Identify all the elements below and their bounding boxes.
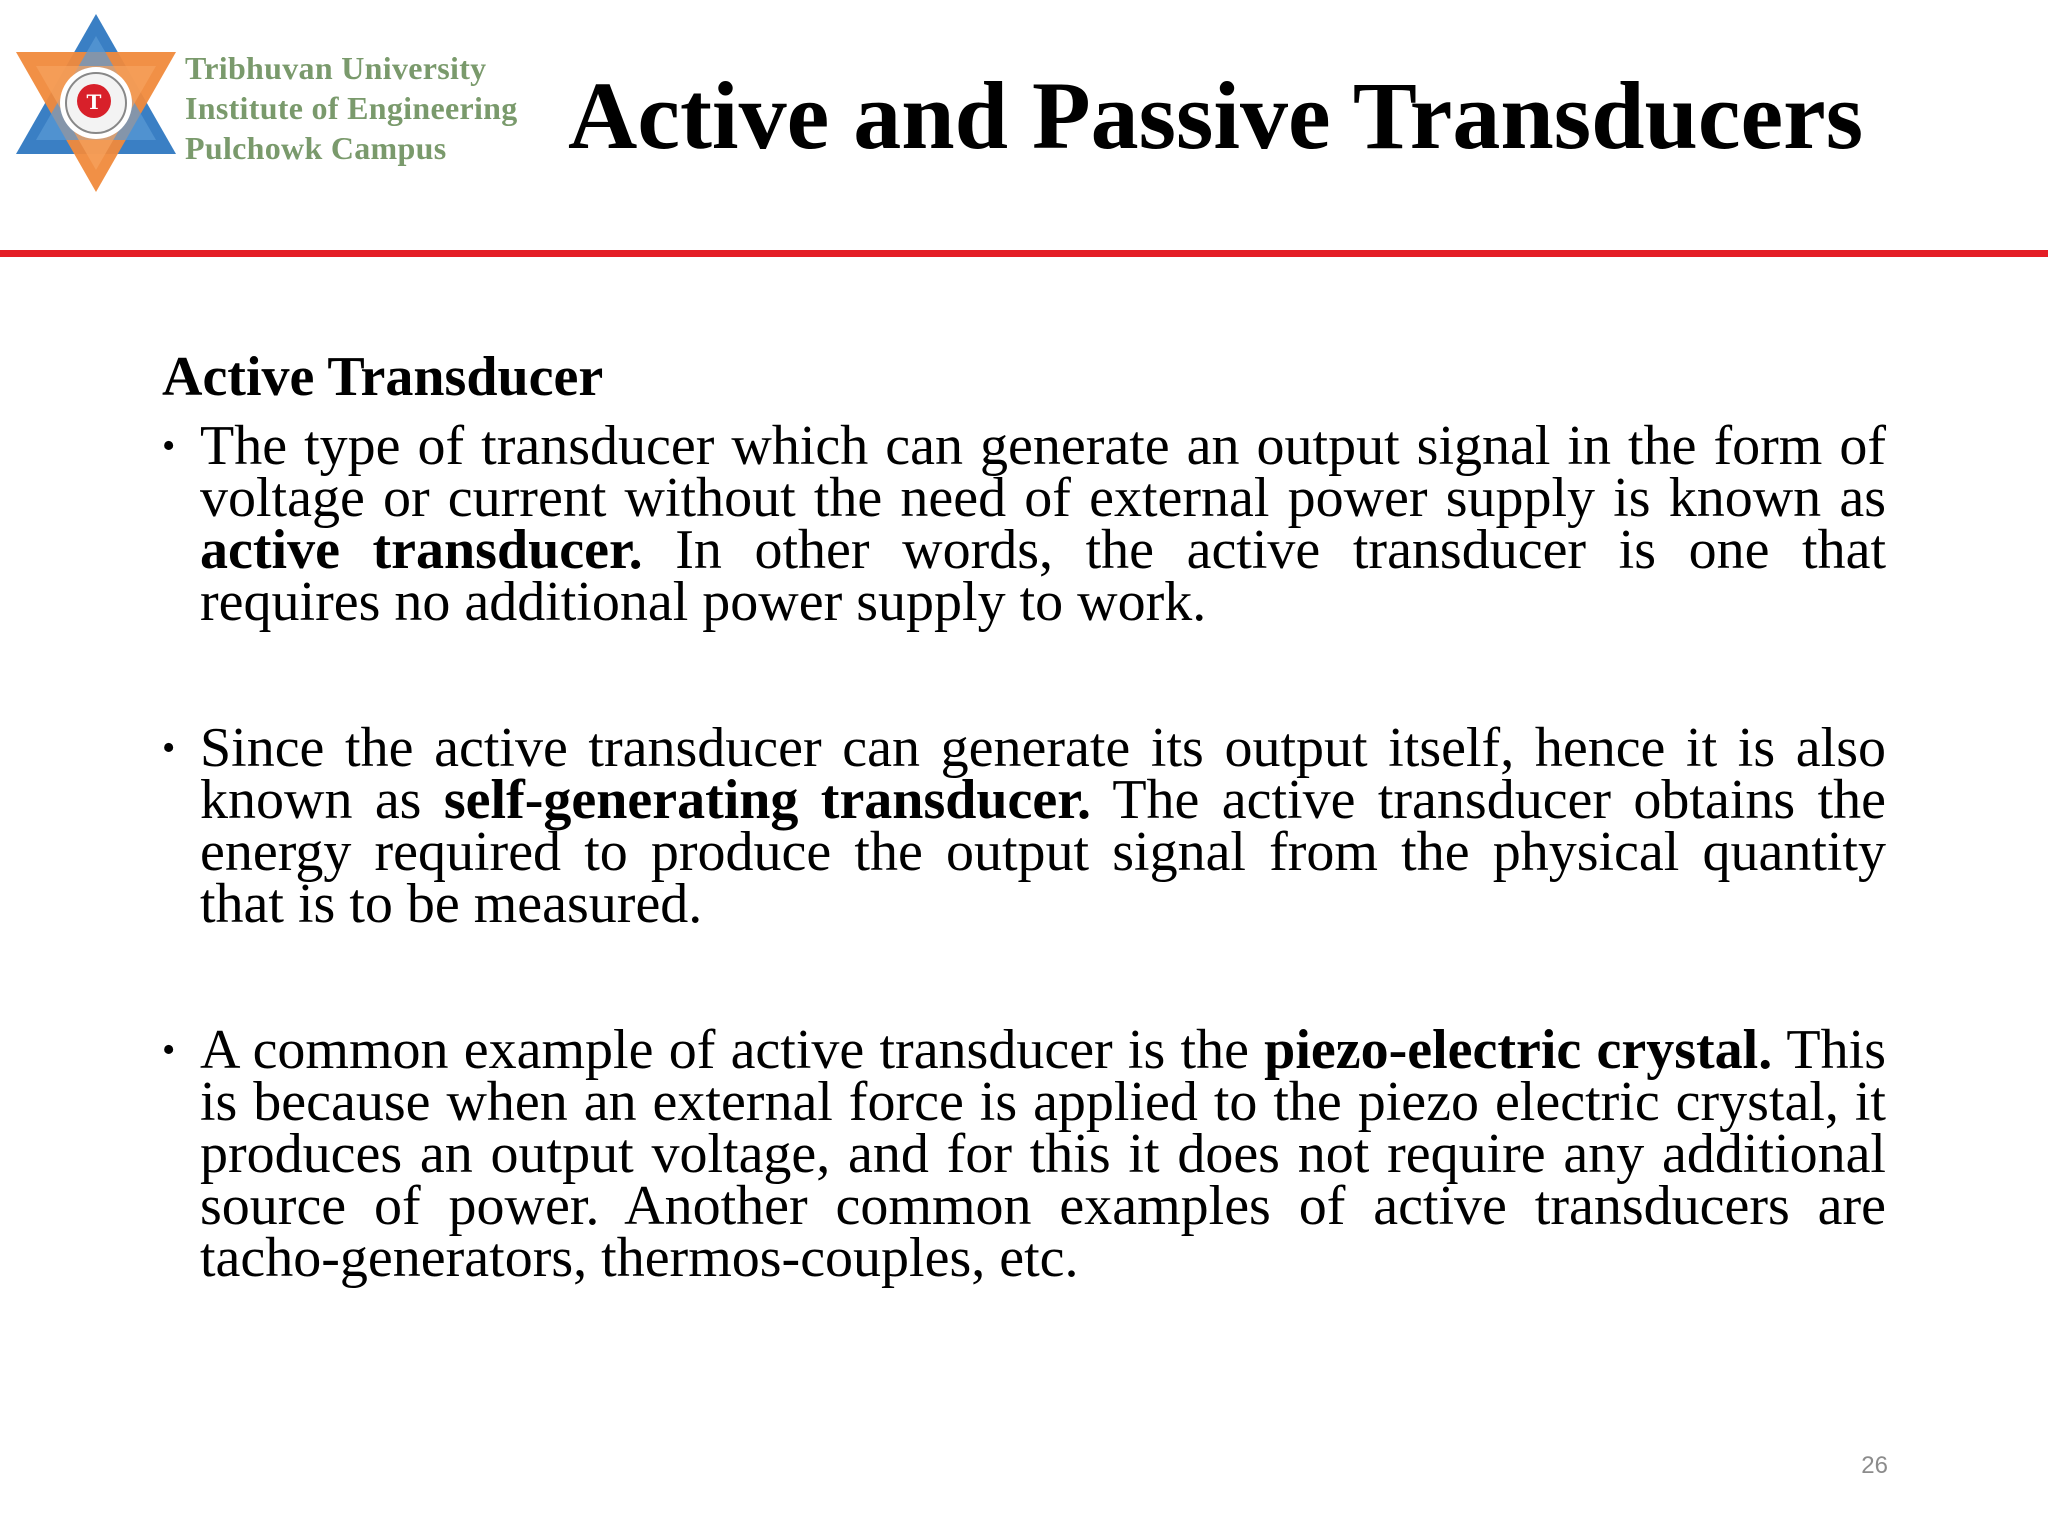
bullet-text: A common example of active transducer is the piezo-electric crystal. This is because when an external force is applied to the piezo electric crystal, it produces an output voltage, and for this it does not require any additional source of power. Another common examples of active transducers are tacho-generators, thermos-couples, etc.: [200, 1019, 1886, 1289]
bullet-icon: •: [162, 727, 176, 769]
logo-line-campus: Pulchowk Campus: [185, 130, 447, 166]
university-emblem-icon: [10, 8, 182, 198]
title-divider: [0, 250, 2048, 257]
bold-term: piezo-electric crystal.: [1264, 1019, 1773, 1081]
institution-name: [185, 48, 605, 168]
section-heading: Active Transducer: [162, 346, 604, 408]
bullet-text: The type of transducer which can generate an output signal in the form of voltage or current without the need of external power supply is known as active transducer. In other words, the active transducer is one that requires no additional power supply to work.: [200, 415, 1887, 633]
slide-body: [162, 342, 1887, 1289]
svg-text:T: T: [86, 90, 102, 114]
bold-term: self-generating transducer.: [443, 769, 1091, 831]
institution-logo: [10, 8, 600, 198]
bullet-list: [162, 415, 1887, 1289]
bullet-icon: •: [162, 1029, 176, 1071]
bullet-item: [162, 1019, 1886, 1289]
bold-term: active transducer.: [200, 519, 643, 581]
logo-line-university: Tribhuvan University: [185, 50, 487, 86]
bullet-icon: •: [162, 425, 176, 467]
bullet-item: [162, 717, 1886, 935]
bullet-item: [162, 415, 1887, 633]
slide-title: Active and Passive Transducers: [568, 62, 1864, 169]
bullet-text: Since the active transducer can generate its output itself, hence it is also known as self-generating transducer. The active transducer obtains the energy required to produce the output signal from the physical quantity that is to be measured.: [200, 717, 1886, 935]
page-number: 26: [1861, 1452, 1888, 1479]
logo-line-institute: Institute of Engineering: [185, 90, 518, 126]
